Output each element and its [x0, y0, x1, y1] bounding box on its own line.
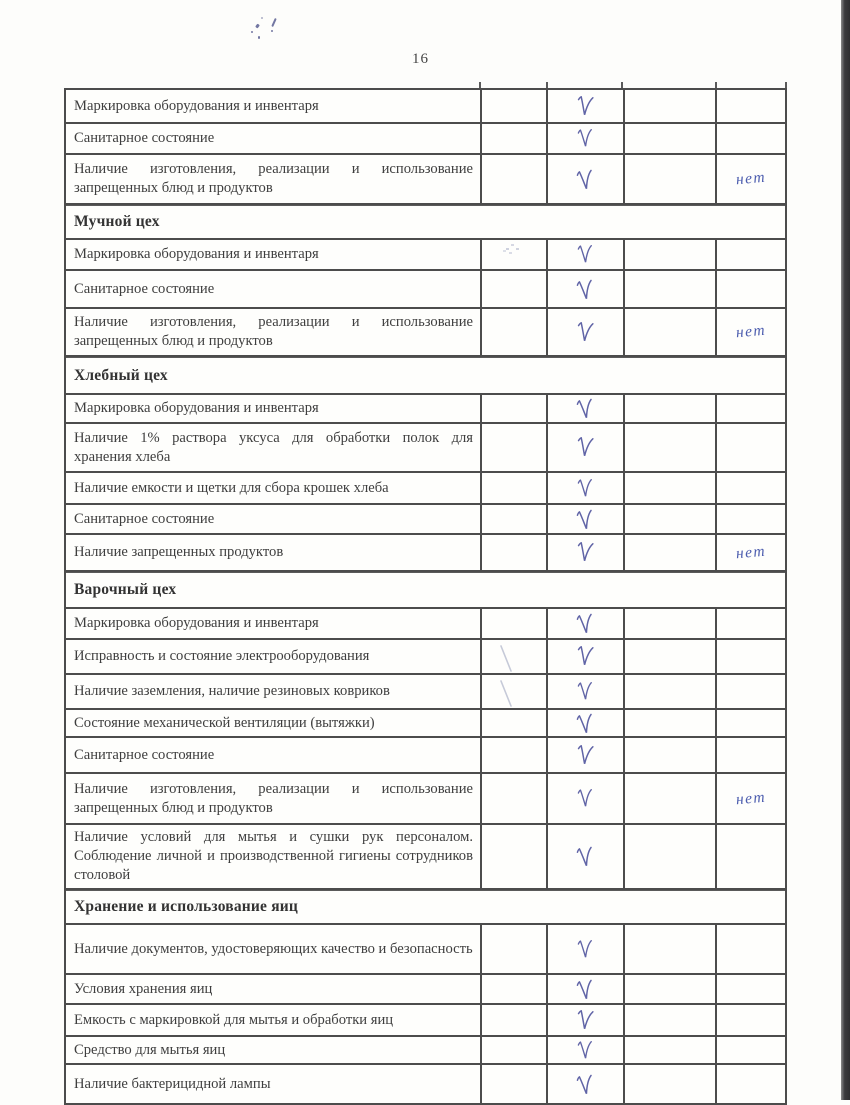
blank-cell — [623, 1005, 715, 1035]
criterion-label: Санитарное состояние — [74, 280, 215, 297]
blank-cell — [623, 925, 715, 973]
inspection-checklist-table — [64, 88, 787, 1105]
check-cell — [546, 675, 623, 708]
checkmark-icon — [576, 127, 595, 149]
table-row — [66, 473, 785, 505]
check-cell — [546, 309, 623, 355]
table-row — [66, 925, 785, 975]
check-cell — [546, 124, 623, 153]
blank-cell — [623, 535, 715, 570]
criterion-label: Наличие емкости и щетки для сбора крошек хлеба — [74, 479, 389, 496]
criterion-cell — [66, 395, 480, 422]
blank-cell — [623, 774, 715, 823]
ink-speck — [255, 24, 260, 29]
check-cell — [546, 90, 623, 122]
criterion-cell — [66, 710, 480, 736]
criterion-label: Маркировка оборудования и инвентаря — [74, 615, 319, 631]
section-title: Хлебный цех — [74, 366, 168, 384]
blank-cell — [480, 1037, 546, 1063]
check-cell — [546, 1005, 623, 1035]
table-row — [66, 395, 785, 424]
blank-cell — [480, 640, 546, 673]
note-cell — [715, 90, 785, 122]
checkmark-icon — [574, 277, 596, 303]
check-cell — [546, 925, 623, 973]
check-cell — [546, 710, 623, 736]
check-cell — [546, 155, 623, 203]
blank-cell — [480, 1005, 546, 1035]
criterion-label: Наличие документов, удостоверяющих качество и безопасность — [74, 940, 473, 957]
checkmark-icon — [574, 1072, 596, 1098]
blank-cell — [623, 505, 715, 533]
blank-cell — [480, 825, 546, 888]
criterion-cell — [66, 640, 480, 673]
criterion-cell — [66, 975, 480, 1003]
criterion-cell — [66, 155, 480, 203]
criterion-cell — [66, 609, 480, 638]
table-row — [66, 1037, 785, 1065]
note-cell — [715, 710, 785, 736]
checkmark-icon — [575, 436, 595, 460]
criterion-cell — [66, 774, 480, 823]
criterion-label: Средство для мытья яиц — [74, 1041, 226, 1058]
blank-cell — [480, 738, 546, 772]
ink-speck — [258, 36, 260, 39]
note-cell — [715, 975, 785, 1003]
note-cell — [715, 395, 785, 422]
checkmark-icon — [576, 243, 595, 265]
ink-speck — [271, 30, 273, 32]
check-cell — [546, 535, 623, 570]
criterion-label: Наличие бактерицидной лампы — [74, 1075, 271, 1092]
note-cell — [715, 473, 785, 503]
blank-cell — [480, 675, 546, 708]
ink-smudge — [506, 248, 509, 250]
check-cell — [546, 505, 623, 533]
note-cell — [715, 925, 785, 973]
note-cell — [715, 240, 785, 269]
blank-cell — [623, 424, 715, 471]
blank-cell — [480, 505, 546, 533]
check-cell — [546, 825, 623, 888]
criterion-cell — [66, 925, 480, 973]
check-cell — [546, 609, 623, 638]
criterion-label: Маркировка оборудования и инвентаря — [74, 246, 319, 262]
checkmark-icon — [576, 787, 595, 809]
criterion-cell — [66, 1037, 480, 1063]
blank-cell — [480, 395, 546, 422]
handwritten-note: нет — [735, 788, 767, 808]
criterion-label: Исправность и состояние электрооборудования — [74, 648, 370, 664]
section-title: Хранение и использование яиц — [74, 898, 299, 915]
scanner-edge-strip — [841, 0, 850, 1100]
ink-speck — [271, 18, 276, 27]
checkmark-icon — [575, 541, 595, 565]
blank-cell — [480, 240, 546, 269]
section-row — [66, 357, 785, 395]
checkmark-icon — [574, 167, 596, 193]
blank-cell — [480, 535, 546, 570]
criterion-cell — [66, 424, 480, 471]
checkmark-icon — [574, 977, 596, 1003]
blank-cell — [480, 424, 546, 471]
section-row — [66, 890, 785, 925]
criterion-cell — [66, 309, 480, 355]
table-row — [66, 505, 785, 535]
check-cell — [546, 473, 623, 503]
table-row — [66, 975, 785, 1005]
section-row — [66, 205, 785, 240]
checkmark-icon — [576, 938, 595, 960]
criterion-cell — [66, 738, 480, 772]
criterion-label: Условия хранения яиц — [74, 980, 213, 997]
ink-speckles — [248, 14, 293, 46]
blank-cell — [480, 609, 546, 638]
handwritten-note: нет — [735, 168, 767, 189]
blank-cell — [480, 774, 546, 823]
note-cell — [715, 825, 785, 888]
criterion-label: Наличие изготовления, реализации и использование запрещенных блюд и продуктов — [74, 780, 473, 816]
blank-cell — [623, 155, 715, 203]
criterion-label: Маркировка оборудования и инвентаря — [74, 400, 319, 416]
criterion-label: Наличие 1% раствора уксуса для обработки полок для хранения хлеба — [74, 429, 473, 465]
section-row — [66, 572, 785, 609]
stray-pen-mark — [496, 642, 518, 676]
check-cell — [546, 640, 623, 673]
table-row — [66, 825, 785, 890]
ink-speck — [251, 31, 253, 33]
blank-cell — [623, 710, 715, 736]
criterion-cell — [66, 535, 480, 570]
criterion-label: Емкость с маркировкой для мытья и обработки яиц — [74, 1011, 394, 1028]
checkmark-icon — [574, 845, 596, 871]
table-row — [66, 240, 785, 271]
blank-cell — [480, 271, 546, 307]
note-cell — [715, 309, 785, 355]
section-title: Варочный цех — [74, 581, 177, 598]
checkmark-icon — [574, 397, 596, 423]
handwritten-note: нет — [735, 542, 767, 562]
note-cell — [715, 609, 785, 638]
blank-cell — [480, 710, 546, 736]
check-cell — [546, 1065, 623, 1103]
note-cell — [715, 675, 785, 708]
checkmark-icon — [575, 645, 595, 669]
section-title: Мучной цех — [74, 213, 160, 230]
checkmark-icon — [574, 507, 596, 533]
criterion-cell — [66, 825, 480, 888]
criterion-cell — [66, 473, 480, 503]
blank-cell — [480, 1065, 546, 1103]
note-cell — [715, 271, 785, 307]
note-cell — [715, 505, 785, 533]
criterion-cell — [66, 90, 480, 122]
check-cell — [546, 240, 623, 269]
checkmark-icon — [575, 94, 595, 118]
stray-pen-mark — [496, 677, 518, 711]
criterion-cell — [66, 271, 480, 307]
blank-cell — [623, 271, 715, 307]
criterion-label: Наличие запрещенных продуктов — [74, 544, 284, 560]
criterion-cell — [66, 1065, 480, 1103]
blank-cell — [480, 155, 546, 203]
note-cell — [715, 774, 785, 823]
criterion-cell — [66, 675, 480, 708]
page-number: 16 — [412, 51, 429, 67]
table-row — [66, 535, 785, 572]
note-cell — [715, 155, 785, 203]
blank-cell — [480, 124, 546, 153]
checkmark-icon — [576, 1039, 595, 1061]
table-row — [66, 309, 785, 357]
criterion-cell — [66, 505, 480, 533]
blank-cell — [623, 473, 715, 503]
table-row — [66, 271, 785, 309]
table-row — [66, 609, 785, 640]
blank-cell — [623, 1037, 715, 1063]
ink-speck — [261, 17, 263, 19]
blank-cell — [623, 609, 715, 638]
blank-cell — [480, 975, 546, 1003]
note-cell — [715, 424, 785, 471]
checkmark-icon — [576, 477, 595, 499]
blank-cell — [623, 738, 715, 772]
blank-cell — [623, 309, 715, 355]
blank-cell — [623, 975, 715, 1003]
check-cell — [546, 395, 623, 422]
table-row — [66, 738, 785, 774]
table-row — [66, 155, 785, 205]
table-row — [66, 424, 785, 473]
criterion-label: Наличие заземления, наличие резиновых ковриков — [74, 683, 390, 699]
blank-cell — [623, 240, 715, 269]
table-row — [66, 1005, 785, 1037]
note-cell — [715, 535, 785, 570]
check-cell — [546, 271, 623, 307]
blank-cell — [623, 825, 715, 888]
note-cell — [715, 640, 785, 673]
note-cell — [715, 124, 785, 153]
criterion-label: Наличие изготовления, реализации и использование запрещенных блюд и продуктов — [74, 314, 473, 349]
criterion-label: Маркировка оборудования и инвентаря — [74, 97, 319, 114]
check-cell — [546, 975, 623, 1003]
check-cell — [546, 424, 623, 471]
criterion-label: Санитарное состояние — [74, 510, 215, 527]
table-row — [66, 774, 785, 825]
table-row — [66, 675, 785, 710]
checkmark-icon — [575, 320, 595, 344]
blank-cell — [623, 90, 715, 122]
table-row — [66, 90, 785, 124]
table-row — [66, 640, 785, 675]
criterion-label: Состояние механической вентиляции (вытяжки) — [74, 714, 375, 731]
criterion-label: Санитарное состояние — [74, 746, 215, 763]
criterion-cell — [66, 240, 480, 269]
checkmark-icon — [574, 612, 596, 638]
table-row — [66, 124, 785, 155]
blank-cell — [480, 473, 546, 503]
criterion-label: Санитарное состояние — [74, 130, 215, 146]
table-row — [66, 710, 785, 738]
blank-cell — [623, 1065, 715, 1103]
checkmark-icon — [575, 1008, 595, 1032]
checkmark-icon — [575, 743, 595, 767]
note-cell — [715, 1065, 785, 1103]
criterion-label: Наличие изготовления, реализации и использование запрещенных блюд и продуктов — [74, 161, 473, 196]
blank-cell — [480, 309, 546, 355]
blank-cell — [480, 925, 546, 973]
criterion-cell — [66, 1005, 480, 1035]
note-cell — [715, 1005, 785, 1035]
check-cell — [546, 774, 623, 823]
blank-cell — [480, 90, 546, 122]
criterion-label: Наличие условий для мытья и сушки рук персоналом. Соблюдение личной и производственной гигиены сотрудников столовой — [74, 829, 473, 883]
blank-cell — [623, 640, 715, 673]
check-cell — [546, 738, 623, 772]
handwritten-note: нет — [735, 321, 767, 342]
note-cell — [715, 1037, 785, 1063]
checkmark-icon — [574, 711, 596, 737]
blank-cell — [623, 675, 715, 708]
criterion-cell — [66, 124, 480, 153]
checkmark-icon — [576, 680, 595, 702]
blank-cell — [623, 395, 715, 422]
blank-cell — [623, 124, 715, 153]
note-cell — [715, 738, 785, 772]
check-cell — [546, 1037, 623, 1063]
table-row — [66, 1065, 785, 1105]
